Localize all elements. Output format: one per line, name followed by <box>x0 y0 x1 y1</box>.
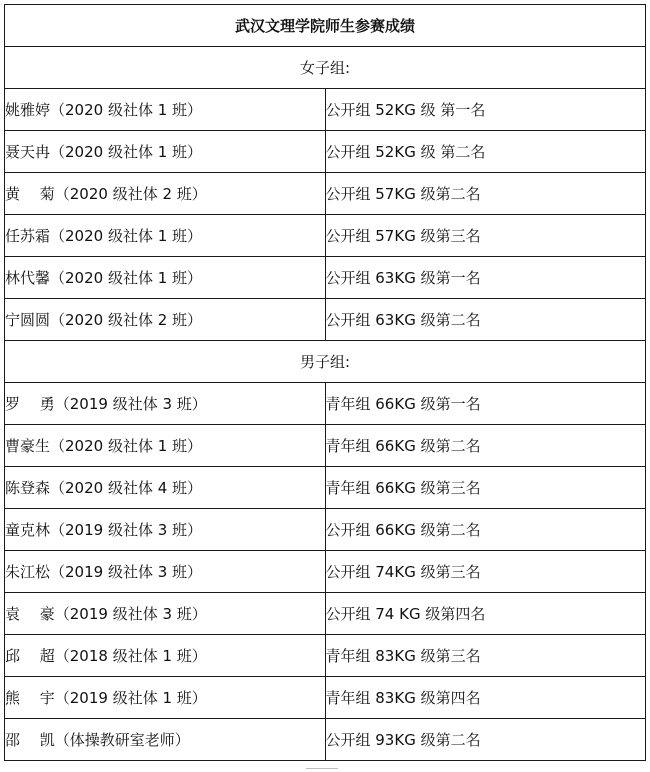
athlete-result: 青年组 66KG 级第二名 <box>325 425 646 467</box>
athlete-result: 公开组 52KG 级 第一名 <box>325 89 646 131</box>
athlete-result: 青年组 66KG 级第一名 <box>325 383 646 425</box>
athlete-result: 青年组 66KG 级第三名 <box>325 467 646 509</box>
table-row <box>5 173 646 215</box>
athlete-result: 公开组 74KG 级第三名 <box>325 551 646 593</box>
table-row <box>5 551 646 593</box>
table-row <box>5 593 646 635</box>
athlete-result: 公开组 74 KG 级第四名 <box>325 593 646 635</box>
athlete-result: 公开组 57KG 级第三名 <box>325 215 646 257</box>
athlete-name: 朱江松（2019 级社体 3 班） <box>5 551 326 593</box>
table-row <box>5 635 646 677</box>
athlete-name: 邵 凯（体操教研室老师） <box>5 719 326 761</box>
athlete-name: 邱 超（2018 级社体 1 班） <box>5 635 326 677</box>
athlete-name: 林代馨（2020 级社体 1 班） <box>5 257 326 299</box>
table-row <box>5 383 646 425</box>
athlete-name: 熊 宇（2019 级社体 1 班） <box>5 677 326 719</box>
table-row <box>5 677 646 719</box>
athlete-name: 陈登森（2020 级社体 4 班） <box>5 467 326 509</box>
section-row-men <box>5 341 646 383</box>
table-row <box>5 89 646 131</box>
athlete-result: 公开组 63KG 级第二名 <box>325 299 646 341</box>
table-row <box>5 257 646 299</box>
table-row <box>5 425 646 467</box>
athlete-name: 任苏霜（2020 级社体 1 班） <box>5 215 326 257</box>
table-row <box>5 131 646 173</box>
page-footer-mark <box>306 768 338 769</box>
athlete-name: 童克林（2019 级社体 3 班） <box>5 509 326 551</box>
athlete-name: 宁圆圆（2020 级社体 2 班） <box>5 299 326 341</box>
athlete-result: 公开组 63KG 级第一名 <box>325 257 646 299</box>
table-row <box>5 719 646 761</box>
table-row <box>5 299 646 341</box>
athlete-result: 公开组 57KG 级第二名 <box>325 173 646 215</box>
table-row <box>5 467 646 509</box>
section-label-women: 女子组: <box>5 47 646 89</box>
results-table <box>4 4 646 761</box>
athlete-name: 罗 勇（2019 级社体 3 班） <box>5 383 326 425</box>
table-row <box>5 215 646 257</box>
athlete-name: 曹豪生（2020 级社体 1 班） <box>5 425 326 467</box>
results-table-body <box>5 5 646 761</box>
athlete-name: 姚雅婷（2020 级社体 1 班） <box>5 89 326 131</box>
section-row-women <box>5 47 646 89</box>
athlete-name: 黄 菊（2020 级社体 2 班） <box>5 173 326 215</box>
athlete-result: 公开组 66KG 级第二名 <box>325 509 646 551</box>
athlete-result: 公开组 93KG 级第二名 <box>325 719 646 761</box>
table-title: 武汉文理学院师生参赛成绩 <box>5 5 646 47</box>
athlete-result: 青年组 83KG 级第四名 <box>325 677 646 719</box>
table-row <box>5 509 646 551</box>
athlete-name: 聂天冉（2020 级社体 1 班） <box>5 131 326 173</box>
athlete-result: 公开组 52KG 级 第二名 <box>325 131 646 173</box>
athlete-name: 袁 豪（2019 级社体 3 班） <box>5 593 326 635</box>
athlete-result: 青年组 83KG 级第三名 <box>325 635 646 677</box>
title-row <box>5 5 646 47</box>
section-label-men: 男子组: <box>5 341 646 383</box>
